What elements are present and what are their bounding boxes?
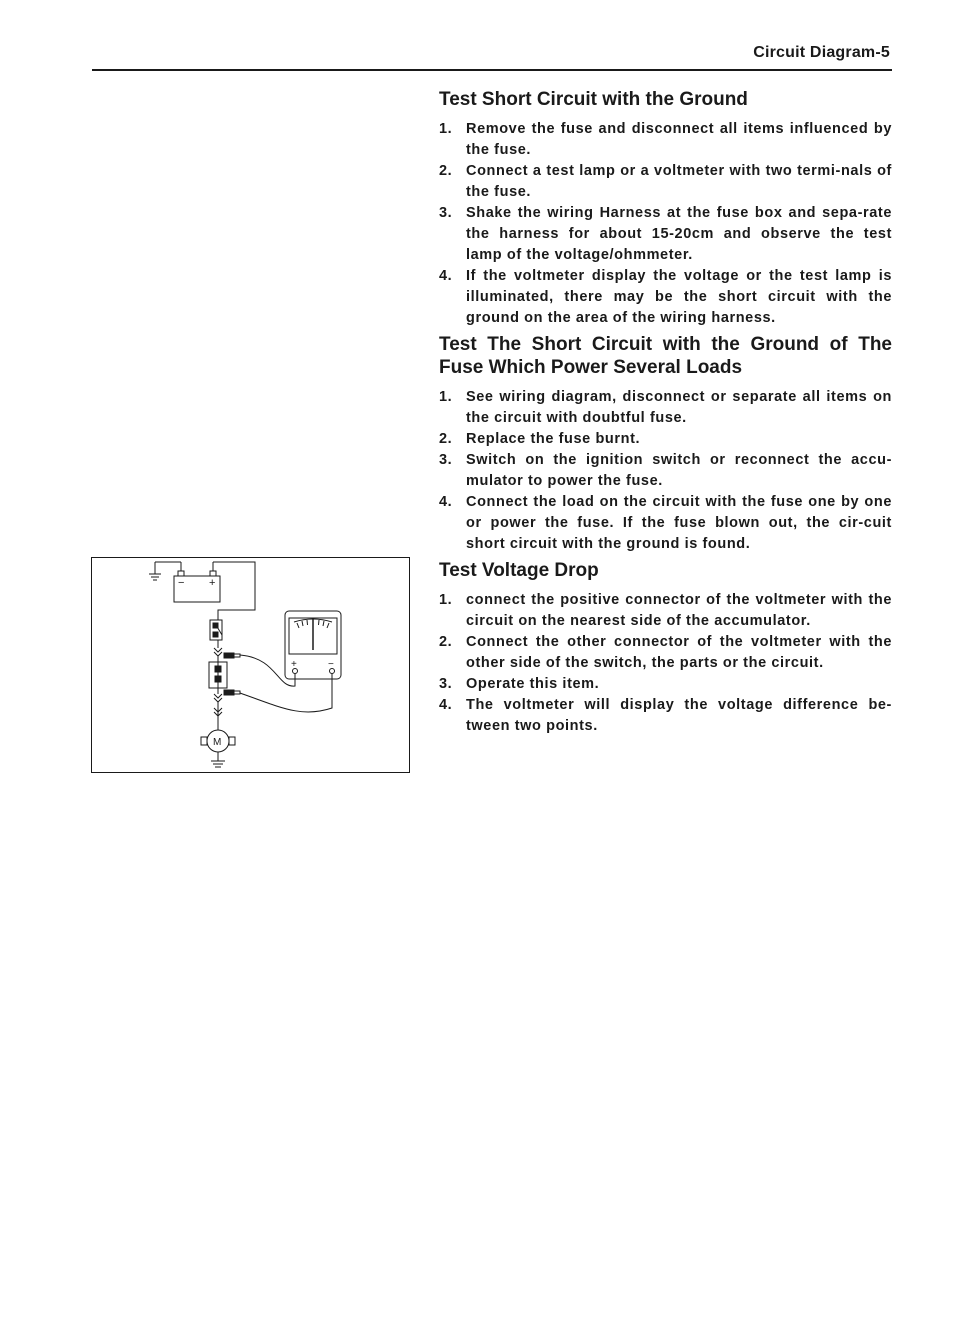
section-heading: Test The Short Circuit with the Ground of The Fuse Which Power Several Loads [439, 334, 892, 378]
list-item [439, 695, 892, 737]
step-text: See wiring diagram, disconnect or separate all items on the circuit with doubtful fuse. [466, 389, 892, 426]
list-item [439, 203, 892, 266]
meter-minus-label: − [328, 659, 334, 670]
list-item [439, 161, 892, 203]
ground-icon [149, 562, 181, 580]
list-item [439, 590, 892, 632]
list-item [439, 492, 892, 555]
step-text: Shake the wiring Harness at the fuse box and sepa-rate the harness for about 15-20cm and observe the test lamp of the voltage/ohmmeter. [466, 205, 892, 263]
step-number: 1. [439, 389, 453, 405]
connector-icon [214, 648, 222, 652]
step-number: 3. [439, 452, 453, 468]
negative-lead [240, 674, 332, 712]
motor-label: M [213, 737, 222, 748]
fuse-icon [209, 662, 227, 688]
battery-icon [174, 562, 220, 602]
ground-icon [211, 752, 225, 767]
connector-icon [214, 694, 222, 698]
step-text: Connect the load on the circuit with the fuse one by one or power the fuse. If the fuse blown out, the cir-cuit short circuit with the ground is found. [466, 494, 892, 552]
section-heading: Test Voltage Drop [439, 560, 599, 581]
step-number: 4. [439, 494, 453, 510]
step-text: If the voltmeter display the voltage or the test lamp is illuminated, there may be the short circuit with the ground on the area of the wiring harness. [466, 268, 892, 326]
probe-clip-icon [224, 653, 240, 695]
list-item [439, 674, 892, 695]
step-text: connect the positive connector of the voltmeter with the circuit on the nearest side of the accumulator. [466, 592, 892, 629]
list-item [439, 450, 892, 492]
step-number: 2. [439, 634, 453, 650]
step-list [439, 387, 892, 555]
step-number: 2. [439, 163, 453, 179]
list-item [439, 387, 892, 429]
step-number: 3. [439, 205, 453, 221]
step-number: 1. [439, 121, 453, 137]
step-number: 3. [439, 676, 453, 692]
step-number: 2. [439, 431, 453, 447]
voltmeter-icon [285, 611, 341, 679]
list-item [439, 429, 892, 450]
step-text: Operate this item. [466, 676, 600, 692]
step-text: Remove the fuse and disconnect all items influenced by the fuse. [466, 121, 892, 158]
battery-minus-label: − [178, 577, 185, 589]
battery-plus-label: + [209, 577, 216, 589]
step-text: Switch on the ignition switch or reconnect the accu-mulator to power the fuse. [466, 452, 892, 489]
circuit-diagram-figure [91, 557, 410, 773]
list-item [439, 266, 892, 329]
section-heading: Test Short Circuit with the Ground [439, 89, 748, 110]
list-item [439, 632, 892, 674]
header-rule [92, 69, 892, 71]
circuit-diagram [92, 558, 411, 774]
step-number: 4. [439, 697, 453, 713]
page-header-title: Circuit Diagram-5 [753, 44, 890, 61]
meter-plus-label: + [291, 659, 297, 670]
step-text: The voltmeter will display the voltage difference be-tween two points. [466, 697, 892, 734]
step-text: Connect a test lamp or a voltmeter with two termi-nals of the fuse. [466, 163, 892, 200]
text-column [439, 88, 892, 741]
motor-icon [201, 730, 235, 752]
step-number: 1. [439, 592, 453, 608]
supply-wire [213, 562, 255, 620]
positive-lead [240, 655, 295, 686]
step-list [439, 119, 892, 329]
step-text: Replace the fuse burnt. [466, 431, 641, 447]
step-text: Connect the other connector of the voltmeter with the other side of the switch, the parts or the circuit. [466, 634, 892, 671]
step-number: 4. [439, 268, 453, 284]
list-item [439, 119, 892, 161]
step-list [439, 590, 892, 737]
switch-icon [210, 620, 222, 640]
